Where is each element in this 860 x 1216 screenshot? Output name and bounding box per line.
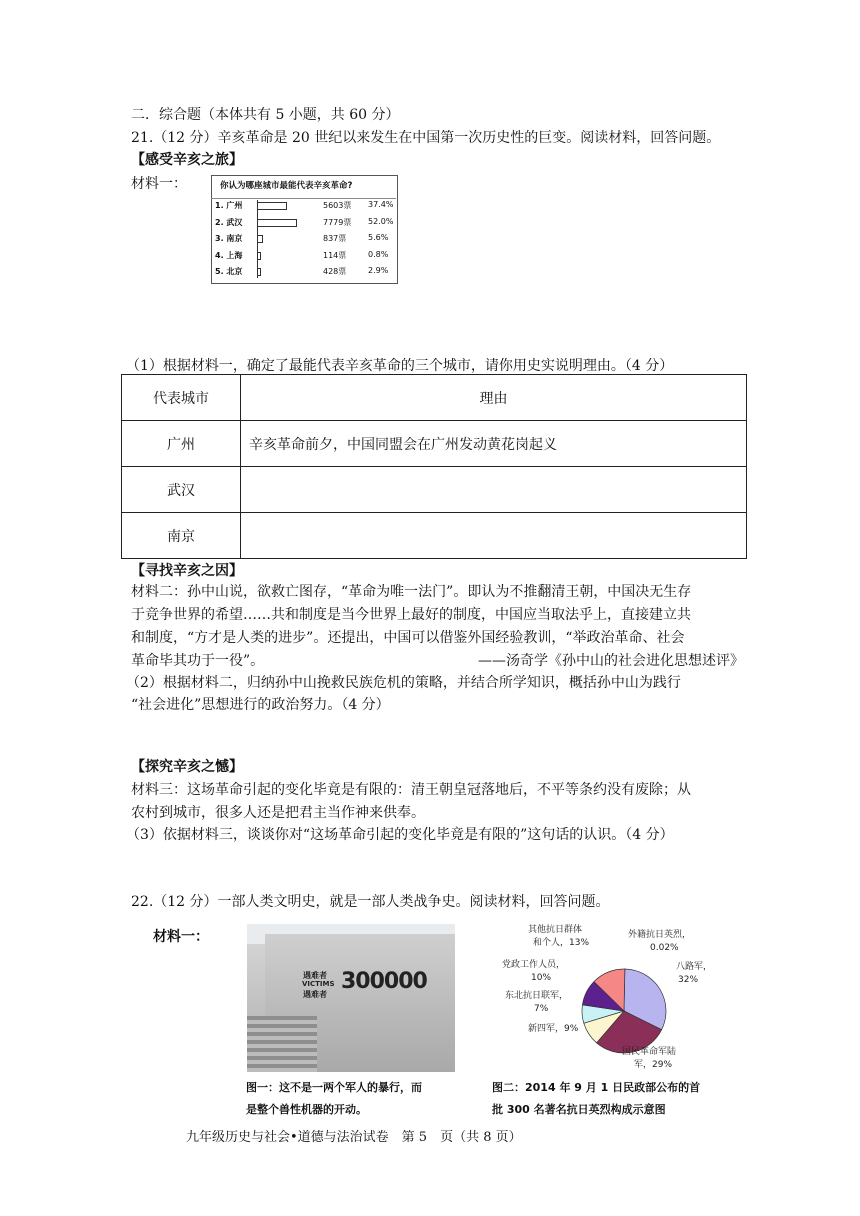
poll-bar <box>257 202 287 210</box>
material-3-line: 农村到城市，很多人还是把君主当作神来供奉。 <box>131 805 425 821</box>
poll-percent: 37.4% <box>368 200 394 209</box>
pie-label-guomin: 国民革命军陆 <box>622 1047 677 1057</box>
material-2-line: 于竞争世界的希望……共和制度是当今世界上最好的制度，中国应当取法乎上，直接建立共 <box>131 607 691 623</box>
poll-divider <box>211 198 396 199</box>
table-row <box>122 513 747 559</box>
poll-percent: 2.9% <box>368 266 389 275</box>
reason-cell[interactable] <box>241 513 747 559</box>
sub-question-2: （2）根据材料二，归纳孙中山挽救民族危机的策略，并结合所学知识，概括孙中山为践行 <box>126 675 681 691</box>
poll-row <box>215 233 395 245</box>
poll-bar <box>257 252 261 260</box>
caption-2: 图二：2014 年 9 月 1 日民政部公布的首 <box>492 1081 701 1094</box>
heading-regret: 【探究辛亥之憾】 <box>131 759 243 775</box>
pie-label-foreign: 0.02% <box>650 943 679 953</box>
pie-label-party: 10% <box>531 973 552 983</box>
poll-city: 4. 上海 <box>215 250 243 260</box>
header-city: 代表城市 <box>122 375 241 421</box>
caption-2: 批 300 名著名抗日英烈构成示意图 <box>492 1103 666 1116</box>
photo-label-3: 遇难者 <box>303 990 327 999</box>
poll-city: 3. 南京 <box>215 234 243 243</box>
header-reason: 理由 <box>241 375 747 421</box>
poll-percent: 52.0% <box>368 216 394 226</box>
city-cell: 南京 <box>122 513 241 559</box>
table-header-row <box>122 375 747 421</box>
poll-bar <box>257 219 297 227</box>
heading-cause: 【寻找辛亥之因】 <box>131 563 243 579</box>
sub-question-2: “社会进化”思想进行的政治努力。（4 分） <box>131 697 390 713</box>
poll-city: 2. 武汉 <box>215 217 243 227</box>
poll-votes: 428票 <box>323 267 347 276</box>
poll-votes: 114票 <box>323 250 347 260</box>
pie-label-guomin: 军，29% <box>634 1060 673 1070</box>
sub-question-3: （3）依据材料三，谈谈你对“这场革命引起的变化毕竟是有限的”这句话的认识。（4 分） <box>126 827 674 843</box>
memorial-photo <box>247 924 455 1072</box>
poll-votes: 837票 <box>323 234 347 243</box>
pie-label-other: 和个人，13% <box>533 938 590 948</box>
city-cell: 武汉 <box>122 467 241 513</box>
poll-city: 5. 北京 <box>215 267 243 276</box>
poll-bar <box>257 268 261 276</box>
pie-label-xinsi: 新四军，9% <box>528 1024 579 1034</box>
caption-1: 图一：这不是一两个军人的暴行，而 <box>246 1081 422 1094</box>
material-2-source: ——汤奇学《孙中山的社会进化思想述评》 <box>478 653 744 669</box>
pie-label-other: 其他抗日群体 <box>528 925 583 935</box>
pie-label-dongbei: 东北抗日联军， <box>505 991 569 1001</box>
pie-label-balu: 32% <box>678 975 699 985</box>
pie-label-party: 党政工作人员， <box>502 960 566 970</box>
pie-label-dongbei: 7% <box>534 1004 549 1014</box>
heading-feel: 【感受辛亥之旅】 <box>131 152 243 168</box>
poll-row <box>215 217 395 229</box>
sub-question-1: （1）根据材料一，确定了最能代表辛亥革命的三个城市，请你用史实说明理由。（4 分） <box>126 358 674 374</box>
material-1-label: 材料一： <box>131 176 187 192</box>
photo-label-2: VICTIMS <box>302 980 335 988</box>
table-row <box>122 467 747 513</box>
material-2-line: 和制度，“方才是人类的进步”。还提出，中国可以借鉴外国经验教训，“举政治革命、社会 <box>131 630 685 646</box>
material-3-line: 材料三：这场革命引起的变化毕竟是有限的：清王朝皇冠落地后，不平等条约没有废除；从 <box>131 782 691 798</box>
reason-table <box>121 374 747 559</box>
poll-bar <box>257 235 263 243</box>
poll-row <box>215 250 395 262</box>
poll-title: 你认为哪座城市最能代表辛亥革命? <box>220 181 353 191</box>
reason-cell: 辛亥革命前夕，中国同盟会在广州发动黄花岗起义 <box>241 421 747 467</box>
material-2-line: 材料二：孙中山说，欲救亡图存，“革命为唯一法门”。即认为不推翻清王朝，中国决无生存 <box>131 584 692 600</box>
question-22-stem: 22.（12 分）一部人类文明史，就是一部人类战争史。阅读材料，回答问题。 <box>131 894 610 910</box>
pie-slices <box>582 969 666 1053</box>
question-21-stem: 21.（12 分）辛亥革命是 20 世纪以来发生在中国第一次历史性的巨变。阅读材料，回答问题。 <box>131 130 721 146</box>
poll-row <box>215 200 395 212</box>
poll-city: 1. 广州 <box>215 201 243 210</box>
poll-percent: 0.8% <box>368 249 389 259</box>
photo-label-1: 遇难者 <box>303 971 327 980</box>
reason-cell[interactable] <box>241 467 747 513</box>
material-2-line: 革命毕其功于一役”。 <box>131 653 265 669</box>
caption-1: 是整个兽性机器的开动。 <box>246 1103 367 1116</box>
city-cell: 广州 <box>122 421 241 467</box>
poll-row <box>215 266 395 278</box>
page-footer: 九年级历史与社会•道德与法治试卷 第 5 页（共 8 页） <box>186 1130 522 1145</box>
photo-stairs <box>247 1016 317 1072</box>
q22-material-1-label: 材料一： <box>153 929 209 945</box>
section-title: 二．综合题（本体共有 5 小题，共 60 分） <box>131 107 400 123</box>
photo-number: 300000 <box>341 969 427 994</box>
table-row <box>122 421 747 467</box>
poll-percent: 5.6% <box>368 233 389 242</box>
pie-label-balu: 八路军， <box>676 962 713 972</box>
poll-votes: 5603票 <box>323 201 352 210</box>
pie-label-foreign: 外籍抗日英烈， <box>628 930 692 940</box>
poll-votes: 7779票 <box>323 217 352 227</box>
